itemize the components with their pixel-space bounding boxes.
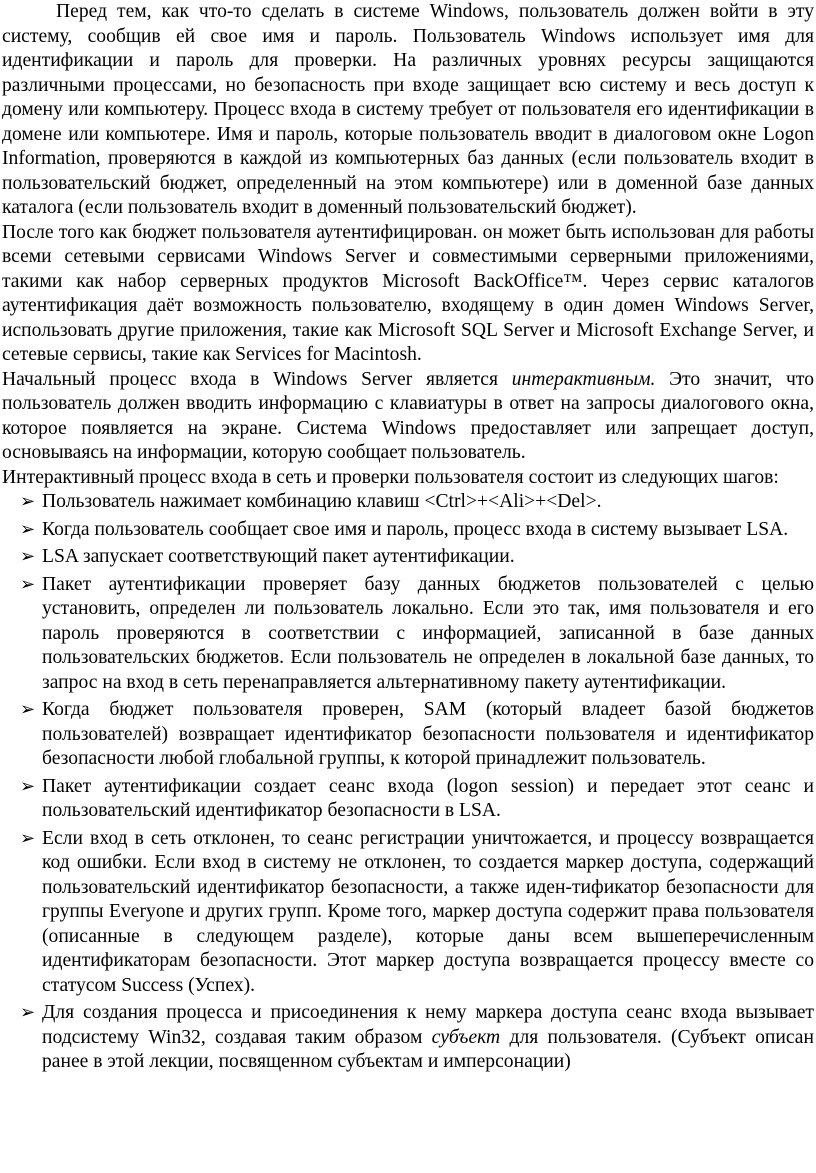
last-step-text-end: для пользователя. (Субъект описан ранее в этой лекции, посвященном субъектам и имперсонации) — [42, 1026, 814, 1072]
arrow-bullet-icon: ➢ — [20, 775, 36, 797]
list-item — [2, 827, 814, 999]
step-text: Когда пользователь сообщает свое имя и пароль, процесс входа в систему вызывает LSA. — [42, 518, 789, 540]
arrow-bullet-icon: ➢ — [20, 518, 36, 540]
step-text — [42, 1002, 814, 1072]
list-item — [2, 573, 814, 696]
intro-paragraph: Перед тем, как что-то сделать в системе Windows, пользователь должен войти в эту систему, сообщив ей свое имя и пароль. Пользователь Windows использует имя для идентификации и пароль для проверки. На различных уровнях ресурсы защищаются различными процессами, но безопасность при входе защищает всю систему и весь доступ к домену или компьютеру. Процесс входа в систему требует от пользователя его идентификации в домене или компьютере. Имя и пароль, которые пользователь вводит в диалоговом окне Logon Information, проверяются в каждой из компьютерных баз данных (если пользователь входит в пользовательский бюджет, определенный на этом компьютере) или в доменной базе данных каталога (если пользователь входит в доменный пользовательский бюджет). — [2, 1, 814, 218]
authentication-paragraph: После того как бюджет пользователя аутентифицирован. он может быть использован для работы всеми сетевыми сервисами Windows Server и совместимыми серверными приложениями, такими как набор серверных продуктов Microsoft BackOffice™. Через сервис каталогов аутентификация даёт возможность пользователю, входящему в один домен Windows Server, использовать другие приложения, такие как Microsoft SQL Server и Microsoft Exchange Server, и сетевые сервисы, такие как Services for Macintosh. — [2, 221, 814, 365]
interactive-emphasis: интерактивным. — [511, 368, 656, 390]
last-step-text-start: Для создания процесса и присоединения к нему маркера доступа сеанс входа вызывает подсистему Win32, создавая таким образом — [42, 1002, 814, 1048]
list-item — [2, 490, 814, 515]
arrow-bullet-icon: ➢ — [20, 699, 36, 720]
subject-emphasis: субъект — [431, 1026, 501, 1048]
list-item — [2, 775, 814, 824]
list-item — [2, 1001, 814, 1075]
list-item — [2, 698, 814, 772]
arrow-bullet-icon: ➢ — [20, 491, 36, 512]
arrow-bullet-icon: ➢ — [20, 546, 36, 567]
step-text: Если вход в сеть отклонен, то сеанс регистрации уничтожается, и процессу возвращается код ошибки. Если вход в систему не отклонен, то создается маркер доступа, содержащий пользовательский идентификатор безопасности, а также иден-тификатор безопасности для группы Everyone и других групп. Кроме того, маркер доступа содержит права пользователя (описанные в следующем разделе), которые даны всем вышеперечисленным идентификаторам безопасности. Этот маркер доступа возвращается процессу вместе со статусом Success (Успех). — [42, 827, 814, 996]
interactive-logon-text-start: Начальный процесс входа в Windows Server является — [2, 368, 512, 390]
interactive-logon-text-end: Это значит, что пользователь должен вводить информацию с клавиатуры в ответ на запросы диалогового окна, которое появляется на экране. Система Windows предоставляет или запрещает доступ, основываясь на информации, которую сообщает пользователь. — [2, 368, 815, 463]
list-item — [2, 545, 814, 570]
arrow-bullet-icon: ➢ — [20, 1002, 36, 1023]
step-text: Когда бюджет пользователя проверен, SAM (который владеет базой бюджетов пользователей) возвращает идентификатор безопасности пользователя и идентификатор безопасности любой глобальной группы, к которой принадлежит пользователь. — [42, 699, 814, 769]
step-text: Пакет аутентификации создает сеанс входа (logon session) и передает этот сеанс и пользовательский идентификатор безопасности в LSA. — [42, 775, 814, 821]
step-text: Пакет аутентификации проверяет базу данных бюджетов пользователей с целью установить, определен ли пользователь локально. Если это так, имя пользователя и его пароль проверяются в соответствии с информацией, записанной в базе данных пользовательских бюджетов. Если пользователь не определен в локальной базе данных, то запрос на вход в сеть перенаправляется альтернативному пакету аутентификации. — [42, 573, 814, 693]
arrow-bullet-icon: ➢ — [20, 827, 36, 849]
step-text: LSA запускает соответствующий пакет аутентификации. — [42, 546, 515, 567]
list-item — [2, 518, 814, 543]
logon-steps-list — [2, 490, 814, 1075]
step-text: Пользователь нажимает комбинацию клавиш <Ctrl>+<Ali>+<Del>. — [42, 491, 602, 512]
arrow-bullet-icon: ➢ — [20, 573, 36, 595]
steps-intro-paragraph: Интерактивный процесс входа в сеть и проверки пользователя состоит из следующих шагов: — [2, 466, 779, 488]
interactive-logon-paragraph — [2, 368, 814, 466]
